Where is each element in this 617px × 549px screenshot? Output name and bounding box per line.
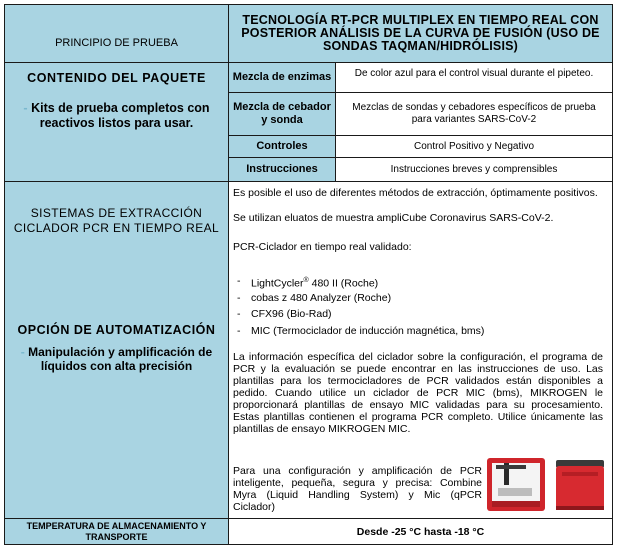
systems-label-cell xyxy=(4,181,229,519)
automation-subtitle-dash: - xyxy=(20,345,25,359)
automation-text: Para una configuración y amplificación de PCR inteligente, pequeña, segura y precisa: Combine Myra (Liquid Handling System) y Mic (qPCR Ciclador) xyxy=(233,465,482,513)
qpcr-cycler-device-image xyxy=(554,458,606,512)
kit-row-label-instructions xyxy=(228,157,336,182)
kit-row-label-text: Mezcla de enzimas xyxy=(232,71,332,83)
principle-title: TECNOLOGÍA RT-PCR MULTIPLEX EN TIEMPO REAL CON POSTERIOR ANÁLISIS DE LA CURVA DE FUSIÓN (USO DE SONDAS TAQMAN/HIDRÓLISIS) xyxy=(241,13,600,53)
systems-title-line2: CICLADOR PCR EN TIEMPO REAL xyxy=(13,221,220,235)
list-item xyxy=(235,290,484,307)
list-item xyxy=(235,273,484,290)
kit-row-label-controls xyxy=(228,135,336,158)
kit-row-value-text: Mezclas de sondas y cebadores específicos de prueba para variantes SARS-CoV-2 xyxy=(352,102,596,125)
kit-row-value-text: De color azul para el control visual durante el pipeteo. xyxy=(354,68,594,79)
kit-row-value-text: Instrucciones breves y comprensibles xyxy=(390,163,558,175)
systems-title xyxy=(5,206,228,236)
cycler-name: cobas z 480 Analyzer (Roche) xyxy=(251,291,392,304)
kit-row-value-enzyme xyxy=(335,62,613,93)
cycler-list xyxy=(235,273,484,339)
cycler-name: LightCycler xyxy=(251,277,304,290)
cycler-name: CFX96 (Bio-Rad) xyxy=(251,308,332,320)
storage-value-cell xyxy=(228,518,613,545)
kit-row-value-controls xyxy=(335,135,613,158)
systems-content-cell xyxy=(228,181,613,519)
cycler-name-rest: 480 II (Roche) xyxy=(308,277,379,290)
automation-subtitle xyxy=(15,345,218,373)
list-item xyxy=(235,306,484,323)
automation-subtitle-text: Manipulación y amplificación de líquidos con alta precisión xyxy=(28,345,213,373)
principle-label-cell xyxy=(4,4,229,63)
kit-row-label-primer xyxy=(228,92,336,136)
kit-row-label-enzyme xyxy=(228,62,336,93)
kit-contents-title: CONTENIDO DEL PAQUETE xyxy=(27,71,206,85)
storage-label-cell xyxy=(4,518,229,545)
kit-row-label-text: Instrucciones xyxy=(246,163,318,175)
extraction-text: Es posible el uso de diferentes métodos de extracción, óptimamente positivos. xyxy=(233,187,598,199)
list-item xyxy=(235,323,484,340)
liquid-handler-svg xyxy=(486,456,546,513)
principle-title-cell xyxy=(228,4,613,63)
principle-label: PRINCIPIO DE PRUEBA xyxy=(55,36,178,49)
kit-row-value-instructions xyxy=(335,157,613,182)
registered-mark: ® xyxy=(303,277,309,284)
cycler-heading: PCR-Ciclador en tiempo real validado: xyxy=(233,241,412,253)
storage-label: TEMPERATURA DE ALMACENAMIENTO Y TRANSPORTE xyxy=(26,520,207,542)
kit-subtitle-dash: - xyxy=(23,101,28,115)
storage-value: Desde -25 °C hasta -18 °C xyxy=(356,525,485,538)
kit-row-label-text: Mezcla de cebador y sonda xyxy=(233,101,331,126)
systems-title-line1: SISTEMAS DE EXTRACCIÓN xyxy=(30,206,203,220)
kit-row-value-text: Control Positivo y Negativo xyxy=(413,140,535,152)
cycler-info-text: La información específica del ciclador sobre la configuración, el programa de PCR y la evaluación se puede encontrar en las instrucciones de uso. Las plantillas para los termocicladores de PCR validados están disponibles a pedido. Cuando utilice un ciclador de PCR MIC (bms), MIKROGEN le proporcionará plantillas de ensayo MIC validadas para su procesamiento. Estas plantillas contienen el programa PCR completo. Utilice únicamente las plantillas de ensayo MIKROGEN MIC. xyxy=(233,351,603,435)
kit-row-label-text: Controles xyxy=(256,140,308,152)
automation-title: OPCIÓN DE AUTOMATIZACIÓN xyxy=(17,323,216,337)
kit-contents-subtitle xyxy=(13,101,220,131)
cycler-name: MIC (Termociclador de inducción magnética, bms) xyxy=(251,324,485,337)
eluates-text: Se utilizan eluatos de muestra ampliCube Coronavirus SARS-CoV-2. xyxy=(233,212,554,224)
kit-contents-cell xyxy=(4,62,229,182)
liquid-handler-device-image xyxy=(486,456,546,513)
kit-subtitle-text: Kits de prueba completos con reactivos listos para usar. xyxy=(31,101,210,130)
qpcr-cycler-svg xyxy=(554,458,606,512)
kit-row-value-primer xyxy=(335,92,613,136)
